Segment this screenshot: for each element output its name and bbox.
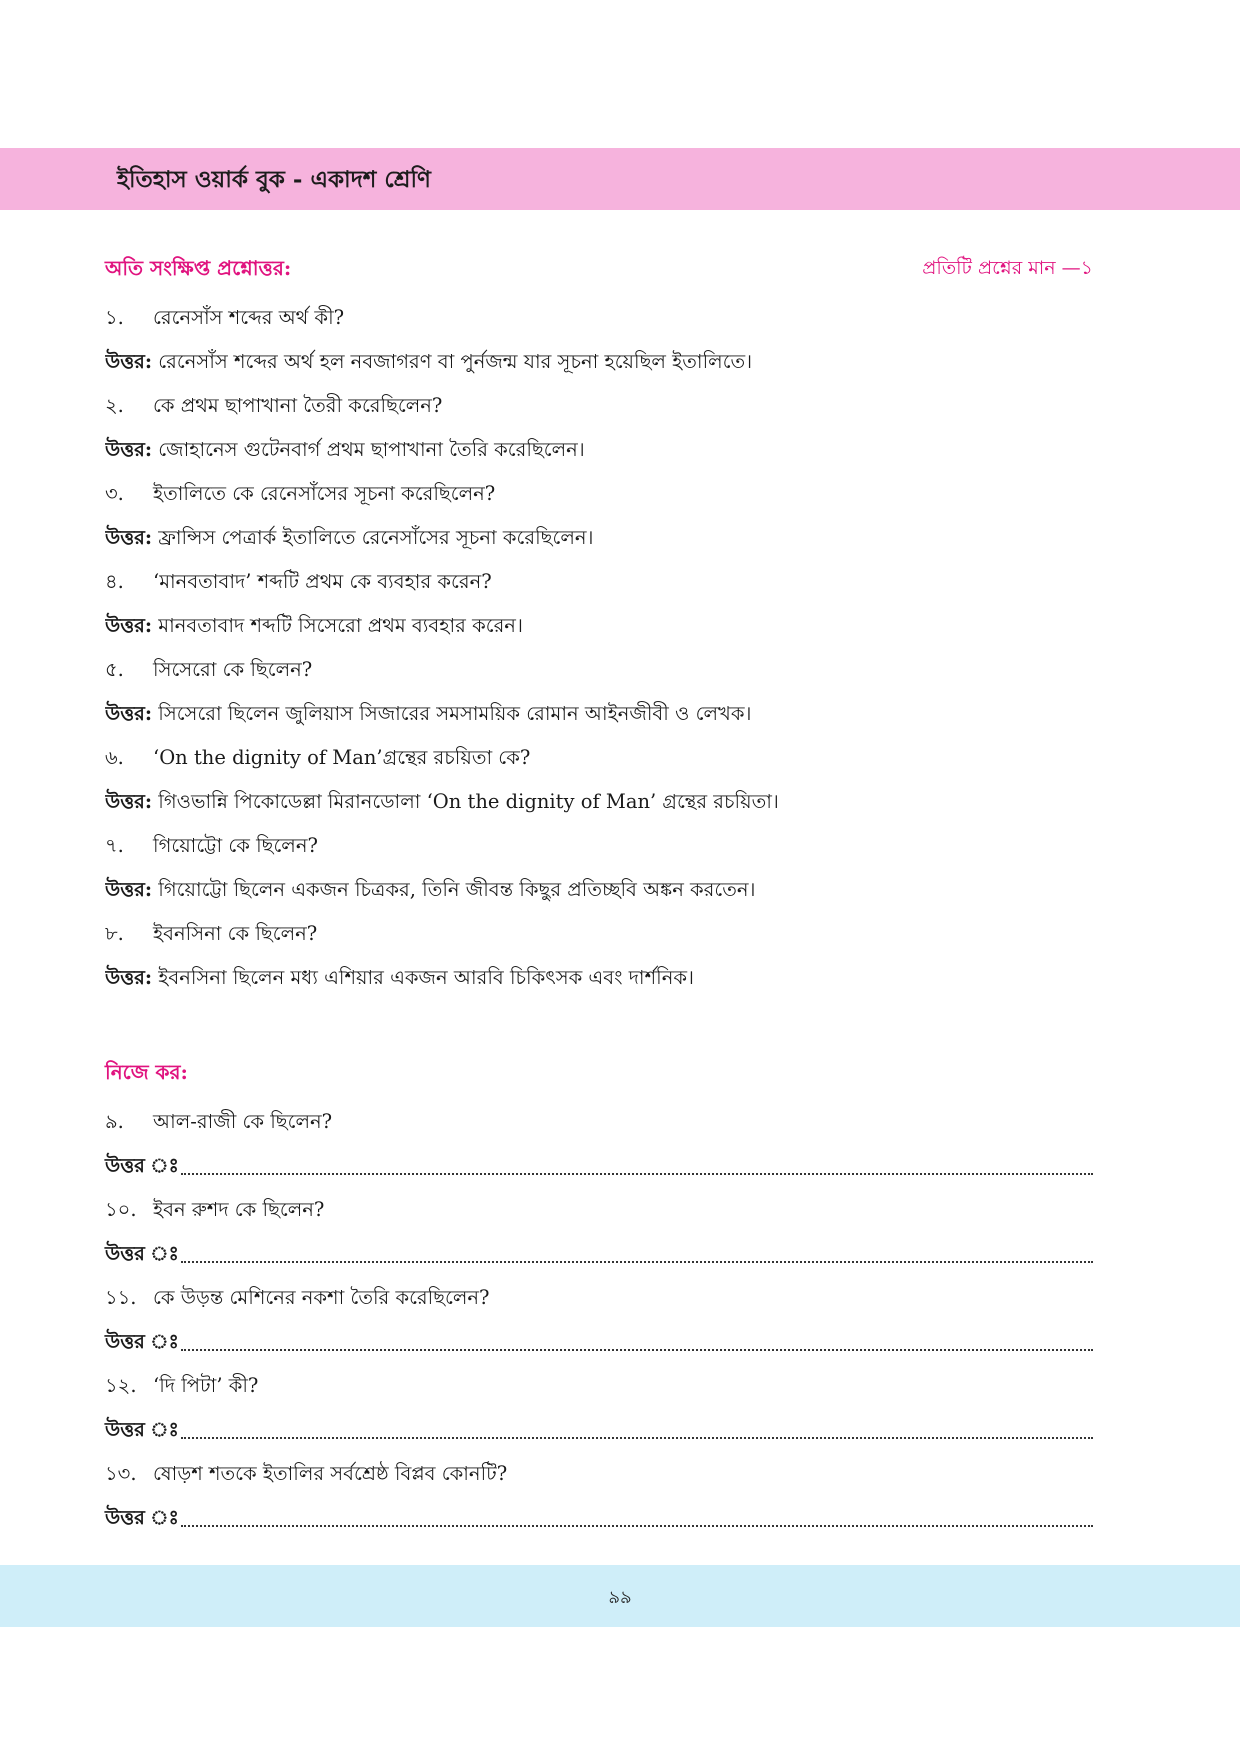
answer-label: উত্তর: xyxy=(105,350,153,373)
qa-list xyxy=(105,296,1093,1000)
answer-label: উত্তর: xyxy=(105,614,153,637)
answer-text: মানবতাবাদ শব্দটি সিসেরো প্রথম ব্যবহার করেন। xyxy=(158,614,523,637)
answer-label: উত্তর ঃ xyxy=(105,1506,179,1529)
answer-label: উত্তর: xyxy=(105,438,153,461)
question-number: ১. xyxy=(105,306,124,329)
question-text: ‘মানবতাবাদ’ শব্দটি প্রথম কে ব্যবহার করেন? xyxy=(153,570,492,593)
answer-label: উত্তর ঃ xyxy=(105,1154,179,1177)
dotted-answer-line[interactable] xyxy=(181,1525,1093,1527)
dotted-answer-line[interactable] xyxy=(181,1173,1093,1175)
question-number: ১৩. xyxy=(105,1462,137,1485)
answer-text: ইবনসিনা ছিলেন মধ্য এশিয়ার একজন আরবি চিকিৎসক এবং দার্শনিক। xyxy=(158,966,694,989)
answer-line xyxy=(105,780,1093,824)
dotted-answer-line[interactable] xyxy=(181,1349,1093,1351)
question-text: ‘On the dignity of Man’গ্রন্থের রচয়িতা কে? xyxy=(153,746,531,769)
question-line xyxy=(105,472,1093,516)
answer-text: রেনেসাঁস শব্দের অর্থ হল নবজাগরণ বা পুর্নজন্ম যার সূচনা হয়েছিল ইতালিতে। xyxy=(158,350,753,373)
question-number: ৯. xyxy=(105,1110,124,1133)
answer-text: সিসেরো ছিলেন জুলিয়াস সিজারের সমসাময়িক রোমান আইনজীবী ও লেখক। xyxy=(158,702,752,725)
answer-label: উত্তর ঃ xyxy=(105,1330,179,1353)
answer-label: উত্তর: xyxy=(105,526,153,549)
question-line xyxy=(105,1276,1093,1320)
answer-text: গিয়োট্টো ছিলেন একজন চিত্রকর, তিনি জীবন্ত কিছুর প্রতিচ্ছবি অঙ্কন করতেন। xyxy=(158,878,756,901)
header-band xyxy=(0,148,1240,210)
question-line xyxy=(105,1364,1093,1408)
section-header xyxy=(105,252,1093,288)
answer-line xyxy=(105,604,1093,648)
question-text: ইতালিতে কে রেনেসাঁসের সূচনা করেছিলেন? xyxy=(153,482,496,505)
question-text: গিয়োট্টো কে ছিলেন? xyxy=(153,834,318,857)
question-number: ৫. xyxy=(105,658,124,681)
self-section-title: নিজে কর: xyxy=(105,1059,188,1084)
question-text: কে প্রথম ছাপাখানা তৈরী করেছিলেন? xyxy=(153,394,443,417)
section-spacer xyxy=(105,1000,1093,1056)
answer-line xyxy=(105,340,1093,384)
page-content xyxy=(105,252,1093,1540)
answer-label: উত্তর ঃ xyxy=(105,1242,179,1265)
question-text: ষোড়শ শতকে ইতালির সর্বশ্রেষ্ঠ বিপ্লব কোনটি? xyxy=(153,1462,508,1485)
question-number: ১০. xyxy=(105,1198,137,1221)
question-number: ৭. xyxy=(105,834,124,857)
question-line xyxy=(105,648,1093,692)
question-number: ৮. xyxy=(105,922,124,945)
question-number: ৩. xyxy=(105,482,124,505)
question-line xyxy=(105,824,1093,868)
book-title: ইতিহাস ওয়ার্ক বুক - একাদশ শ্রেণি xyxy=(117,166,431,193)
dotted-answer-line[interactable] xyxy=(181,1261,1093,1263)
answer-blank[interactable] xyxy=(105,1144,1093,1188)
answer-text: জোহানেস গুটেনবার্গ প্রথম ছাপাখানা তৈরি করেছিলেন। xyxy=(158,438,585,461)
page-number: ৯৯ xyxy=(608,1587,632,1608)
question-text: ইবন রুশদ কে ছিলেন? xyxy=(153,1198,325,1221)
footer-band xyxy=(0,1565,1240,1627)
answer-blank[interactable] xyxy=(105,1408,1093,1452)
question-number: ১২. xyxy=(105,1374,137,1397)
answer-label: উত্তর: xyxy=(105,966,153,989)
answer-line xyxy=(105,692,1093,736)
answer-line xyxy=(105,956,1093,1000)
question-line xyxy=(105,1100,1093,1144)
question-number: ১১. xyxy=(105,1286,137,1309)
answer-line xyxy=(105,428,1093,472)
answer-label: উত্তর ঃ xyxy=(105,1418,179,1441)
question-line xyxy=(105,296,1093,340)
question-text: রেনেসাঁস শব্দের অর্থ কী? xyxy=(153,306,345,329)
answer-label: উত্তর: xyxy=(105,702,153,725)
question-text: আল-রাজী কে ছিলেন? xyxy=(153,1110,333,1133)
question-number: ৬. xyxy=(105,746,124,769)
question-line xyxy=(105,384,1093,428)
answer-blank[interactable] xyxy=(105,1320,1093,1364)
question-line xyxy=(105,560,1093,604)
dotted-answer-line[interactable] xyxy=(181,1437,1093,1439)
answer-line xyxy=(105,516,1093,560)
question-text: সিসেরো কে ছিলেন? xyxy=(153,658,313,681)
answer-line xyxy=(105,868,1093,912)
marks-note: প্রতিটি প্রশ্নের মান —১ xyxy=(922,257,1093,279)
answer-label: উত্তর: xyxy=(105,790,153,813)
question-line xyxy=(105,912,1093,956)
question-line xyxy=(105,1452,1093,1496)
question-line xyxy=(105,1188,1093,1232)
question-text: ইবনসিনা কে ছিলেন? xyxy=(153,922,318,945)
self-question-list xyxy=(105,1100,1093,1540)
answer-label: উত্তর: xyxy=(105,878,153,901)
answer-blank[interactable] xyxy=(105,1232,1093,1276)
self-section-header xyxy=(105,1056,1093,1092)
question-text: ‘দি পিটা’ কী? xyxy=(153,1374,259,1397)
question-text: কে উড়ন্ত মেশিনের নকশা তৈরি করেছিলেন? xyxy=(153,1286,490,1309)
question-number: ৪. xyxy=(105,570,124,593)
question-number: ২. xyxy=(105,394,124,417)
answer-text: গিওভান্নি পিকোডেল্লা মিরানডোলা ‘On the dignity of Man’ গ্রন্থের রচয়িতা। xyxy=(158,790,779,813)
answer-text: ফ্রান্সিস পেত্রার্ক ইতালিতে রেনেসাঁসের সূচনা করেছিলেন। xyxy=(158,526,594,549)
question-line xyxy=(105,736,1093,780)
answer-blank[interactable] xyxy=(105,1496,1093,1540)
section-title: অতি সংক্ষিপ্ত প্রশ্নোত্তর: xyxy=(105,255,292,280)
